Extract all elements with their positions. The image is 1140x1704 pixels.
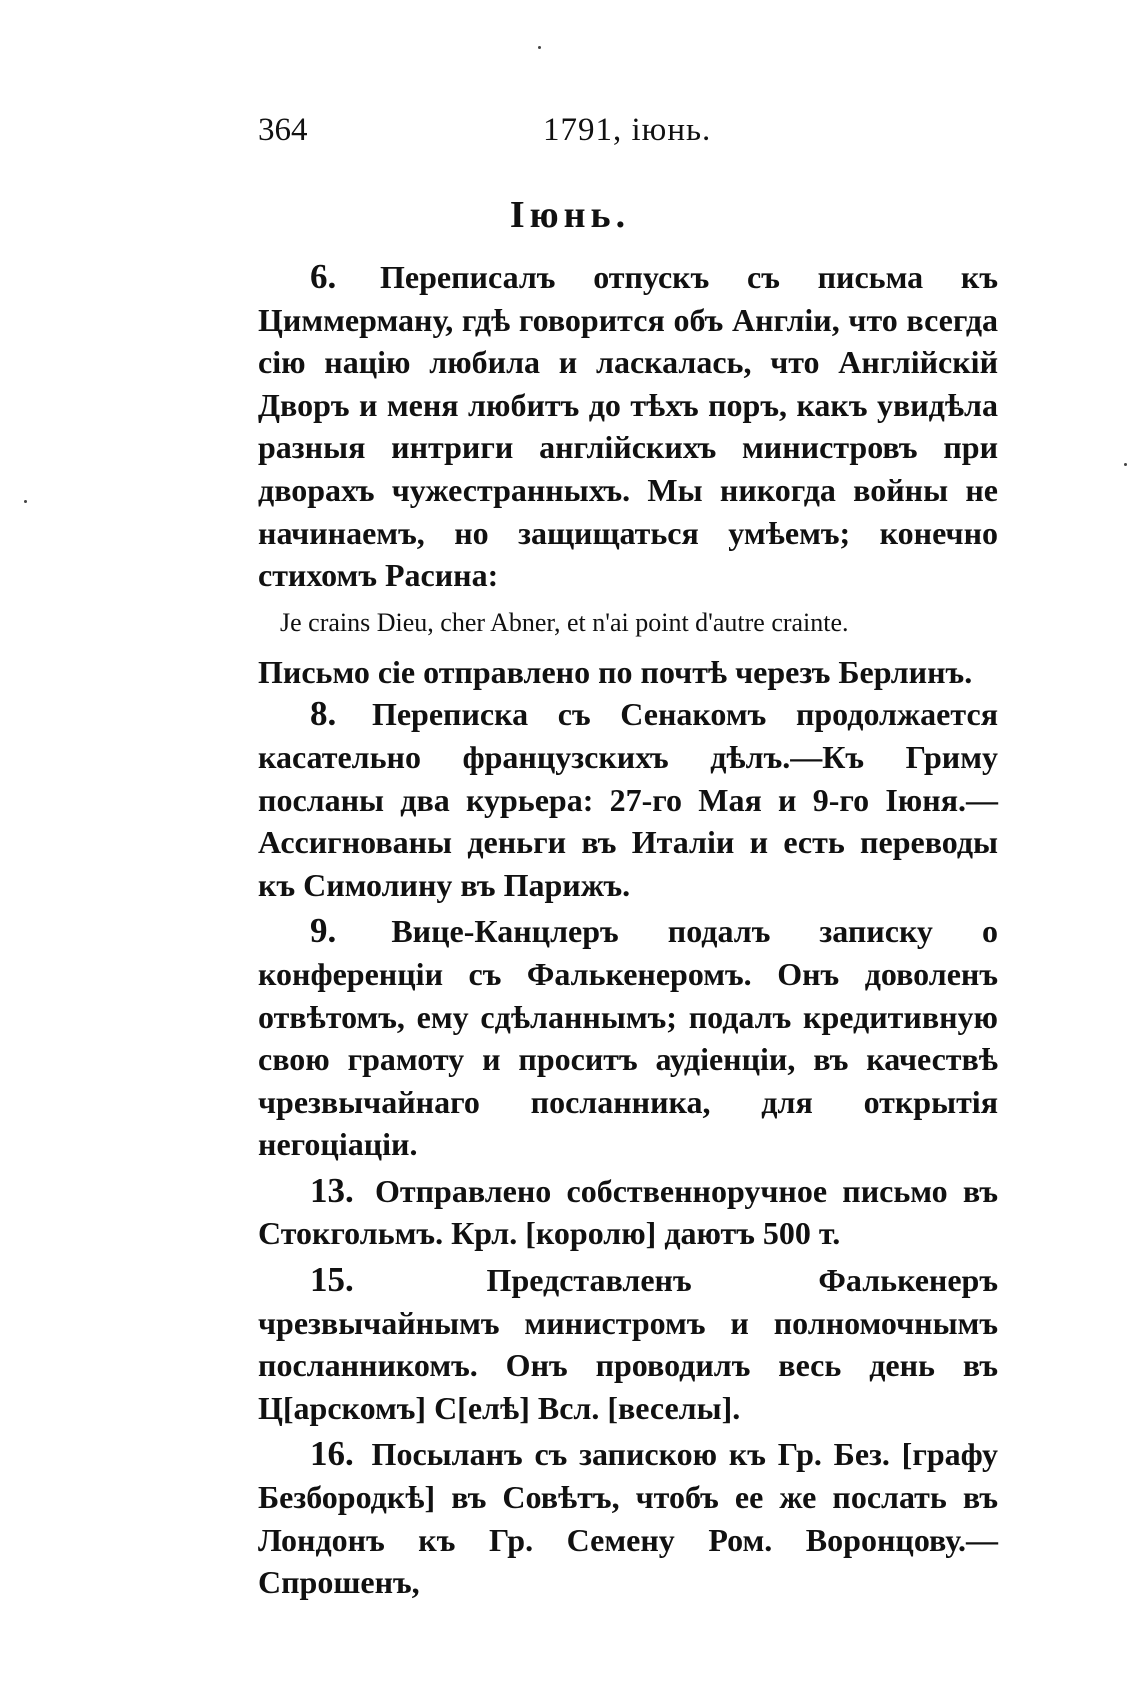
entry-date: 8. [310,694,337,734]
entry-continuation: Письмо сiе отправлено по почтѣ черезъ Берлинъ. [258,653,973,690]
page-header [258,108,998,152]
diary-entry [258,1259,998,1429]
entry-date: 16. [310,1434,354,1474]
diary-entry [258,910,998,1166]
entry-date: 6. [310,257,337,296]
entry-date: 13. [310,1170,354,1210]
entry-date: 15. [310,1260,354,1300]
entry-text: Отправлено собственноручное письмо въ Стокгольмъ. Крл. [королю] даютъ 500 т. [258,1172,999,1252]
french-quote: Je crains Dieu, cher Abner, et n'ai point d'autre crainte. [280,607,849,637]
diary-entry [258,1433,998,1603]
entry-text: Вице-Канцлеръ подалъ записку о конференцiи съ Фалькенеромъ. Онъ доволенъ отвѣтомъ, ему сдѣланнымъ; подалъ кредитивную свою грамоту и проситъ аудiенцiи, въ качествѣ чрезвычайнаго посланника, для открытiя негоцiацiи. [258,913,998,1163]
scan-speck [24,500,27,503]
entry-text: Переписка съ Сенакомъ продолжается касательно французскихъ дѣлъ.—Къ Гриму посланы два курьера: 27-го Мая и 9-го Iюня.—Ассигнованы деньги въ Италiи и есть переводы къ Симолину въ Парижъ. [258,696,999,903]
diary-entry [258,693,998,906]
diary-entry [258,1170,998,1255]
scan-speck [538,46,541,49]
section-title: Iюнь. [509,194,631,236]
entry-text: Переписалъ отпускъ съ письма къ Циммерману, гдѣ говорится объ Англiи, что всегда сiю нацiю любила и ласкалась, что Англiйскiй Дворъ и меня любитъ до тѣхъ поръ, какъ увидѣла разныя интриги англiйскихъ министровъ при дворахъ чужестранныхъ. Мы никогда войны не начинаемъ, но защищаться умѣемъ; конечно стихомъ Расина: [258,259,999,594]
page-number: 364 [258,112,308,148]
entry-text: Посыланъ съ запискою къ Гр. Без. [графу Безбородкѣ] въ Совѣтъ, чтобъ ее же послать въ Лондонъ къ Гр. Семену Ром. Воронцову.—Спрошенъ, [258,1436,999,1601]
diary-entry [258,256,998,597]
scan-speck [1124,463,1127,466]
running-head: 1791, iюнь. [543,112,712,148]
entry-date: 9. [310,911,337,951]
entry-text: Представленъ Фалькенеръ чрезвычайнымъ министромъ и полномочнымъ посланникомъ. Онъ проводилъ весь день въ Ц[арскомъ] С[елѣ] Всл. [веселы]. [258,1262,998,1426]
diary-body [258,256,998,1604]
